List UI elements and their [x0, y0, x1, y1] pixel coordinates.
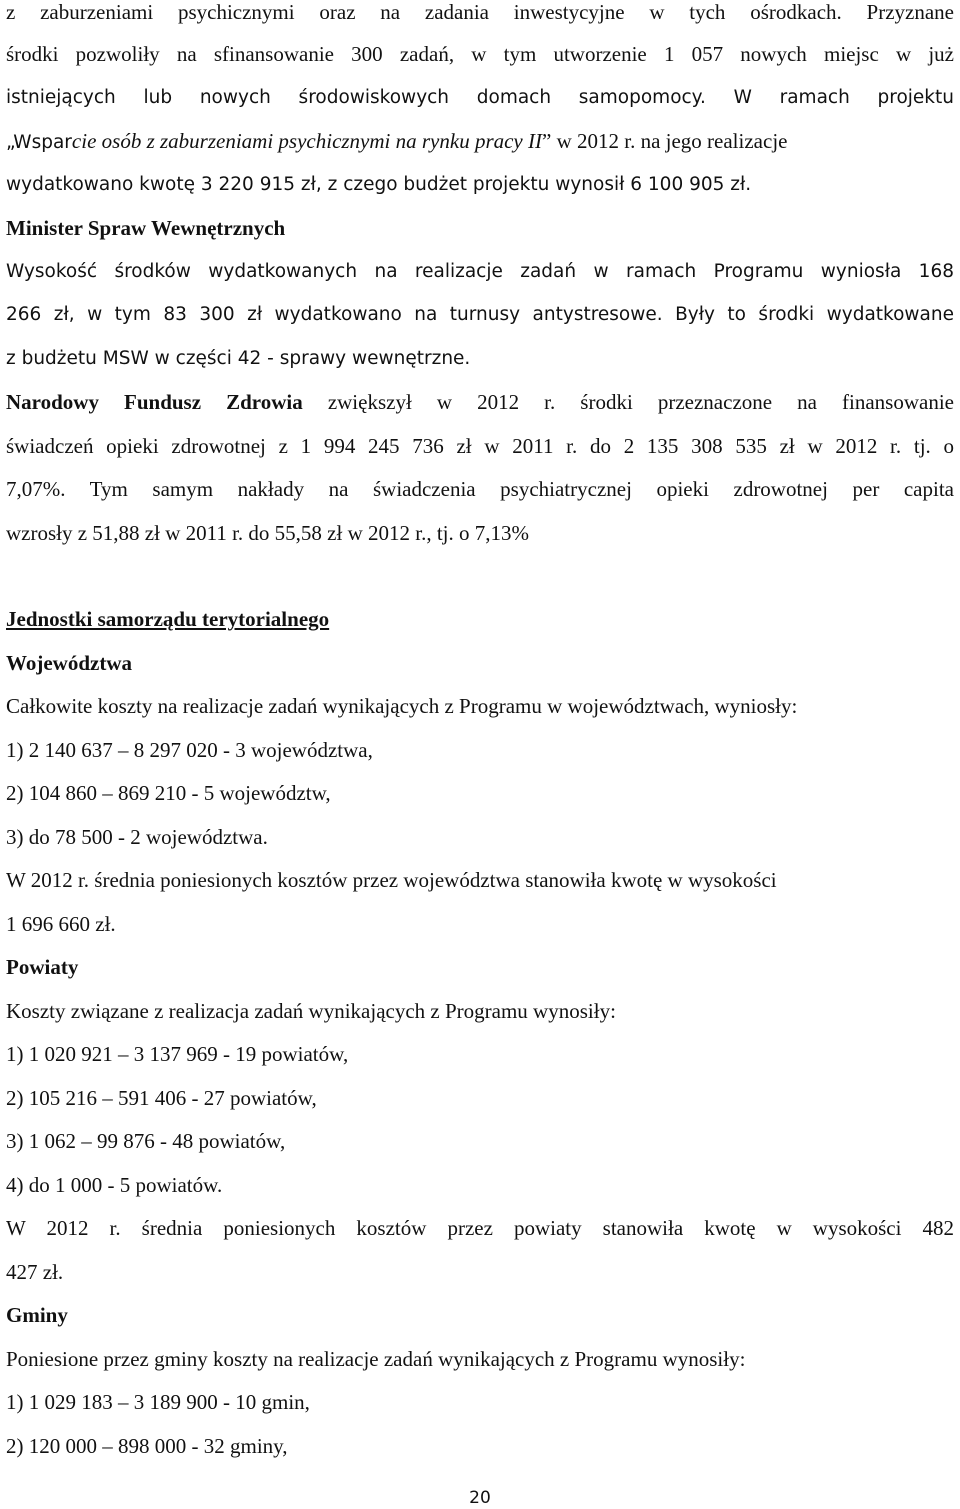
paragraph-line: istniejących lub nowych środowiskowych domach samopomocy. W ramach projektu — [6, 87, 954, 108]
paragraph-line: 427 zł. — [6, 1260, 64, 1284]
paragraph-line: W 2012 r. średnia poniesionych kosztów przez województwa stanowiła kwotę w wysokości — [6, 868, 777, 892]
paragraph-line: z budżetu MSW w części 42 - sprawy wewnętrzne. — [6, 348, 471, 369]
paragraph-line: Całkowite koszty na realizacje zadań wynikających z Programu w województwach, wyniosły: — [6, 694, 798, 718]
paragraph-line: 1 696 660 zł. — [6, 912, 116, 936]
paragraph-line: Wysokość środków wydatkowanych na realizacje zadań w ramach Programu wyniosła 168 — [6, 261, 954, 282]
list-item: 4) do 1 000 - 5 powiatów. — [6, 1173, 223, 1197]
paragraph-line: świadczeń opieki zdrowotnej z 1 994 245 736 zł w 2011 r. do 2 135 308 535 zł w 2012 r. tj. o — [6, 434, 954, 458]
page-number: 20 — [469, 1488, 491, 1508]
list-item: 2) 104 860 – 869 210 - 5 województw, — [6, 781, 331, 805]
paragraph-line: wydatkowano kwotę 3 220 915 zł, z czego budżet projektu wynosił 6 100 905 zł. — [6, 174, 752, 195]
list-item: 1) 1 029 183 – 3 189 900 - 10 gmin, — [6, 1390, 310, 1414]
list-item: 3) do 78 500 - 2 województwa. — [6, 825, 268, 849]
list-item: 1) 2 140 637 – 8 297 020 - 3 województwa, — [6, 738, 373, 762]
section-heading: Jednostki samorządu terytorialnego — [6, 607, 330, 631]
paragraph-line: W 2012 r. średnia poniesionych kosztów przez powiaty stanowiła kwotę w wysokości 482 — [6, 1216, 954, 1240]
paragraph-line: Poniesione przez gminy koszty na realizacje zadań wynikających z Programu wynosiły: — [6, 1347, 746, 1371]
text-fragment: „Wspar — [6, 132, 72, 153]
project-title: cie osób z zaburzeniami psychicznymi na rynku pracy II — [71, 129, 542, 153]
paragraph-line: 7,07%. Tym samym nakłady na świadczenia psychiatrycznej opieki zdrowotnej per capita — [6, 477, 954, 501]
subsection-heading: Województwa — [6, 651, 132, 675]
section-heading: Minister Spraw Wewnętrznych — [6, 216, 286, 240]
list-item: 2) 120 000 – 898 000 - 32 gminy, — [6, 1434, 288, 1458]
paragraph-line — [6, 129, 954, 155]
paragraph-line — [6, 390, 954, 414]
list-item: 2) 105 216 – 591 406 - 27 powiatów, — [6, 1086, 317, 1110]
text-fragment: ” w 2012 r. na jego realizacje — [542, 129, 788, 153]
paragraph-line: wzrosły z 51,88 zł w 2011 r. do 55,58 zł w 2012 r., tj. o 7,13% — [6, 521, 530, 545]
subsection-heading: Powiaty — [6, 955, 79, 979]
paragraph-line: z zaburzeniami psychicznymi oraz na zadania inwestycyjne w tych ośrodkach. Przyznane — [6, 0, 954, 24]
text-fragment: zwiększył w 2012 r. środki przeznaczone na finansowanie — [302, 390, 954, 414]
paragraph-line: Koszty związane z realizacja zadań wynikających z Programu wynosiły: — [6, 999, 616, 1023]
list-item: 1) 1 020 921 – 3 137 969 - 19 powiatów, — [6, 1042, 349, 1066]
institution-name: Narodowy Fundusz Zdrowia — [6, 390, 303, 414]
paragraph-line: środki pozwoliły na sfinansowanie 300 zadań, w tym utworzenie 1 057 nowych miejsc w już — [6, 42, 954, 66]
paragraph-line: 266 zł, w tym 83 300 zł wydatkowano na turnusy antystresowe. Były to środki wydatkowane — [6, 304, 954, 325]
subsection-heading: Gminy — [6, 1303, 68, 1327]
list-item: 3) 1 062 – 99 876 - 48 powiatów, — [6, 1129, 286, 1153]
